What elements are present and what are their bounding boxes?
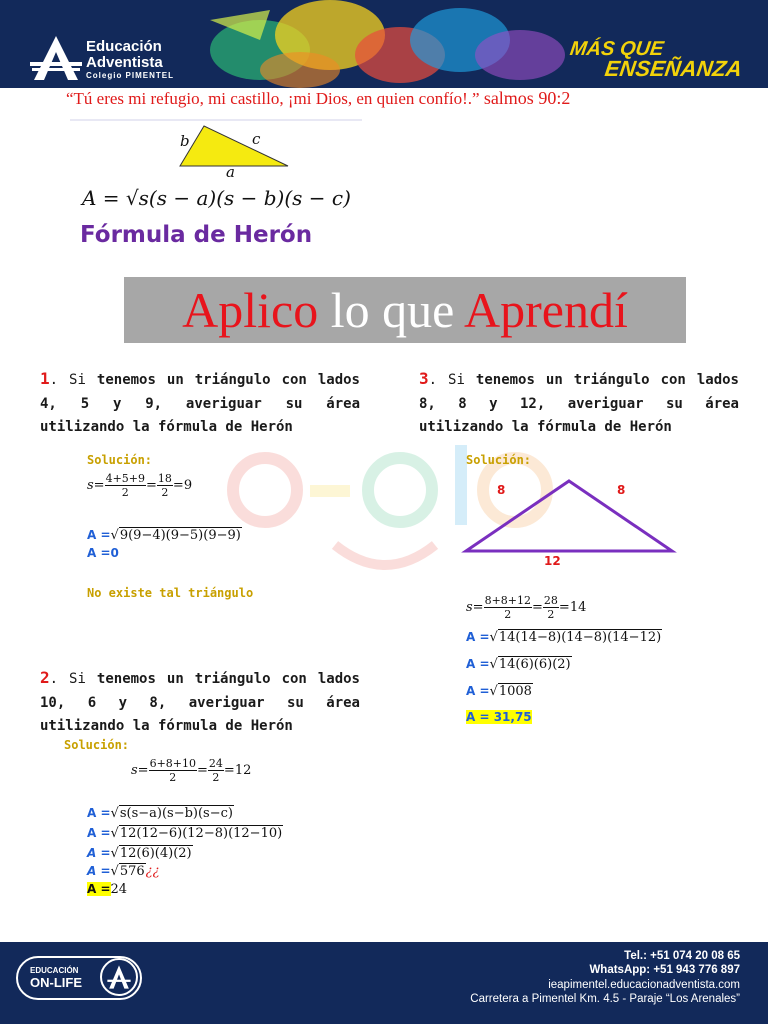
problem-2-pre: . Si — [49, 671, 97, 687]
p2-a-label-1: A = — [87, 806, 111, 820]
problem-2-step-3: A =√12(6)(4)(2) — [87, 846, 192, 861]
brand-name-line1: Educación — [86, 38, 162, 55]
heron-formula-figure — [70, 118, 400, 258]
p3-eq: = — [532, 600, 543, 615]
brand-name-line2: Adventista — [86, 54, 163, 71]
heron-formula: A = √s(s − a)(s − b)(s − c) — [82, 186, 351, 210]
problem-2-text: tenemos un triángulo con lados 10, 6 y 8, averiguar su área utilizando la fórmula de Herón — [40, 671, 360, 734]
p2-step-4-suffix: ¿¿ — [145, 864, 160, 879]
p1-frac2 — [157, 472, 173, 499]
p3-sqrt-2-content: 14(6)(6)(2) — [498, 657, 571, 672]
brand-school-name: Colegio PIMENTEL — [86, 71, 174, 80]
p1-a-zero-label: A = — [87, 546, 111, 560]
p3-sqrt-1 — [498, 630, 662, 645]
p2-sqrt-4-content: 576 — [119, 864, 145, 879]
p1-eq: = — [146, 478, 157, 493]
p1-frac1-den: 2 — [121, 486, 129, 499]
p2-frac1 — [149, 757, 197, 784]
problem-1-pre: . Si — [49, 372, 97, 388]
p2-frac1-num: 6+8+10 — [149, 757, 197, 770]
problem-1-semiperimeter — [87, 472, 192, 499]
bible-quote — [66, 88, 726, 109]
problem-1-statement — [40, 367, 360, 440]
problem-1-text: tenemos un triángulo con lados 4, 5 y 9, averiguar su área utilizando la fórmula de Herón — [40, 372, 360, 435]
p2-a-label-3: A = — [87, 846, 111, 860]
problem-3-number: 3 — [419, 369, 429, 388]
p1-sqrt-content: 9(9−4)(9−5)(9−9) — [119, 528, 241, 543]
problem-3-step-1: A =√14(14−8)(14−8)(14−12) — [466, 630, 662, 645]
heron-title: Fórmula de Herón — [80, 222, 313, 248]
p3-sqrt-1-content: 14(14−8)(14−8)(14−12) — [498, 630, 662, 645]
p2-sqrt-4 — [119, 864, 146, 879]
p2-frac2-den: 2 — [212, 771, 220, 784]
p2-a-label-2: A = — [87, 826, 111, 840]
problem-2-solution-label: Solución: — [64, 738, 130, 752]
footer-phone: Tel.: +51 074 20 08 65 — [624, 950, 740, 962]
p2-sqrt-3-content: 12(6)(4)(2) — [119, 846, 192, 861]
p1-frac2-num: 18 — [157, 472, 172, 485]
quote-text: “Tú eres mi refugio, mi castillo, ¡mi Dios, en quien confío!.” — [66, 89, 480, 108]
problem-3-text: tenemos un triángulo con lados 8, 8 y 12, averiguar su área utilizando la fórmula de Herón — [419, 372, 739, 435]
banner-word2: lo que — [330, 282, 455, 338]
p1-s-prefix: s= — [87, 478, 105, 493]
problem-2-number: 2 — [40, 668, 50, 687]
problem-3-step-2: A =√14(6)(6)(2) — [466, 657, 571, 672]
problem-1-number: 1 — [40, 369, 50, 388]
problem-2-statement — [40, 666, 360, 739]
problem-1-conclusion: No existe tal triángulo — [87, 586, 254, 600]
problem-3-statement — [419, 367, 739, 440]
p2-sqrt-1-content: s(s−a)(s−b)(s−c) — [119, 806, 233, 821]
p2-final-value: 24 — [110, 882, 128, 897]
p3-frac1 — [484, 594, 532, 621]
header-bar — [0, 0, 768, 88]
p2-sqrt-2-content: 12(12−6)(12−8)(12−10) — [119, 826, 283, 841]
p1-frac1 — [105, 472, 146, 499]
p1-a-zero: 0 — [110, 546, 119, 560]
p3-sqrt-3-content: 1008 — [498, 684, 532, 699]
problem-2-step-1: A =√s(s−a)(s−b)(s−c) — [87, 806, 233, 821]
p1-frac1-num: 4+5+9 — [105, 472, 146, 485]
colorful-splash-decoration — [200, 0, 580, 88]
p3-a-label-2: A = — [466, 657, 490, 671]
p3-s-result: =14 — [558, 600, 587, 615]
slogan-line1: MÁS QUE — [568, 38, 665, 60]
heron-triangle-figure — [70, 118, 400, 188]
problem-3-solution-label: Solución: — [466, 453, 532, 467]
problem-3-side-right: 8 — [617, 483, 626, 497]
p2-eq: = — [197, 763, 208, 778]
p2-sqrt-2 — [119, 826, 283, 841]
p3-a-label-3: A = — [466, 684, 490, 698]
problem-2-semiperimeter — [131, 757, 251, 784]
onlife-line2: ON-LIFE — [30, 975, 82, 990]
p1-sqrt — [119, 528, 242, 543]
onlife-a-logo-icon — [100, 958, 138, 996]
p2-a-label-4: A = — [87, 864, 111, 878]
problem-2-step-2: A =√12(12−6)(12−8)(12−10) — [87, 826, 283, 841]
banner-word1: Aplico — [182, 282, 319, 338]
quote-reference: salmos 90:2 — [483, 88, 571, 108]
problem-3-step-3: A =√1008 — [466, 684, 532, 699]
p2-frac1-den: 2 — [169, 771, 177, 784]
footer-whatsapp: WhatsApp: +51 943 776 897 — [589, 964, 740, 976]
problem-3-side-left: 8 — [497, 483, 506, 497]
problem-3-triangle — [460, 475, 680, 560]
p1-a-label: A = — [87, 528, 111, 542]
p3-frac2-num: 28 — [543, 594, 558, 607]
banner-word3: Aprendí — [464, 282, 628, 338]
heron-side-c: c — [252, 130, 261, 148]
p3-frac1-den: 2 — [504, 608, 512, 621]
slogan-line2: ENSEÑANZA — [603, 56, 744, 81]
p3-frac2-den: 2 — [547, 608, 555, 621]
p3-a-label-1: A = — [466, 630, 490, 644]
p3-sqrt-2 — [498, 657, 572, 672]
problem-1-solution-label: Solución: — [87, 453, 153, 467]
problem-3-side-base: 12 — [544, 554, 561, 568]
p1-s-result: =9 — [172, 478, 193, 493]
p3-s-prefix: s= — [466, 600, 484, 615]
adventist-a-logo-icon — [28, 34, 84, 82]
problem-1-area-result — [87, 546, 119, 561]
onlife-line1: EDUCACIÓN — [30, 966, 79, 975]
footer-website: ieapimentel.educacionadventista.com — [548, 979, 740, 991]
heron-side-b: b — [180, 132, 190, 150]
footer-address: Carretera a Pimentel Km. 4.5 - Paraje “Los Arenales” — [470, 993, 740, 1005]
p2-final-label: A = — [87, 882, 111, 896]
p3-frac2 — [543, 594, 559, 621]
p3-final: A = 31,75 — [466, 710, 532, 724]
p2-s-prefix: s= — [131, 763, 149, 778]
problem-3-semiperimeter — [466, 594, 586, 621]
p1-frac2-den: 2 — [161, 486, 169, 499]
section-banner — [124, 277, 686, 343]
problem-3-pre: . Si — [428, 372, 476, 388]
problem-2-final — [87, 882, 127, 897]
problem-1-area-formula: A =√9(9−4)(9−5)(9−9) — [87, 528, 241, 543]
problem-3-final — [466, 710, 532, 725]
p3-sqrt-3 — [498, 684, 533, 699]
p2-frac2-num: 24 — [208, 757, 223, 770]
p2-s-result: =12 — [223, 763, 252, 778]
p2-sqrt-1 — [119, 806, 234, 821]
p3-frac1-num: 8+8+12 — [484, 594, 532, 607]
problem-2-step-4: A =√576¿¿ — [87, 864, 160, 879]
p2-frac2 — [208, 757, 224, 784]
heron-side-a: a — [226, 163, 235, 181]
p2-sqrt-3 — [119, 846, 193, 861]
